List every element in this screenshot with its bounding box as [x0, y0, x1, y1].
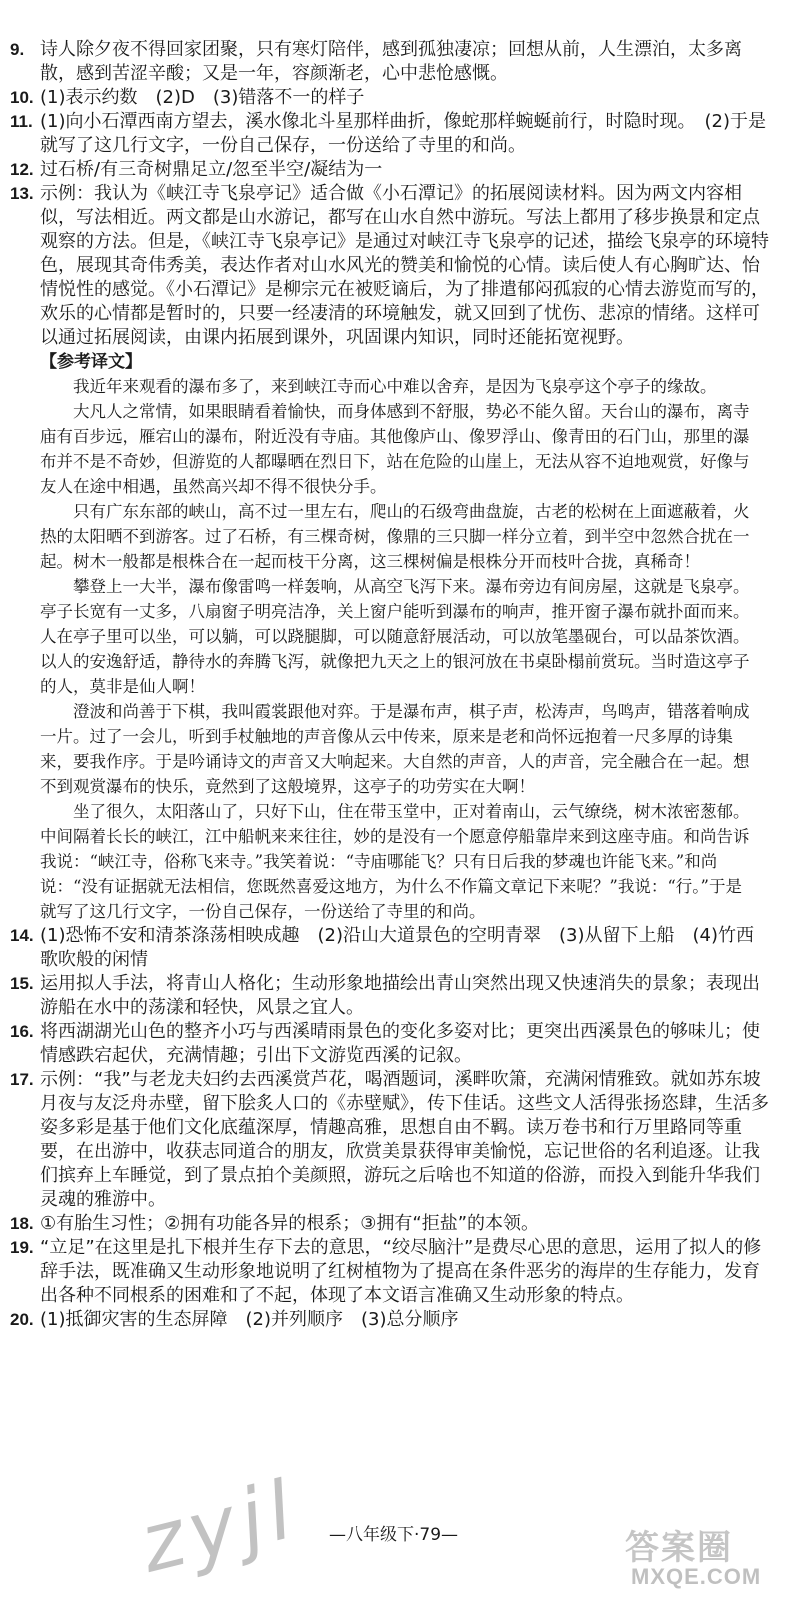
answer-item: [10, 1212, 770, 1236]
answer-number: 18.: [10, 1214, 34, 1233]
answer-text: 示例：我认为《峡江寺飞泉亭记》适合做《小石潭记》的拓展阅读材料。因为两文内容相似，写法相近。两文都是山水游记，都写在山水自然中游玩。写法上都用了移步换景和定点观察的方法。但是，《峡江寺飞泉亭记》是通过对峡江寺飞泉亭的记述，描绘飞泉亭的环境特色，展现其奇伟秀美，表达作者对山水风光的赞美和愉悦的心情。读后使人有心胸旷达、怡情悦性的感觉。《小石潭记》是柳宗元在被贬谪后，为了排遣郁闷孤寂的心情去游览而写的，欢乐的心情都是暂时的，只要一经凄清的环境触发，就又回到了忧伤、悲凉的情绪。这样可以通过拓展阅读，由课内拓展到课外，巩固课内知识，同时还能拓宽视野。: [40, 183, 769, 348]
translation-paragraph: 澄波和尚善于下棋，我叫霞裳跟他对弈。于是瀑布声，棋子声，松涛声，鸟鸣声，错落着响成一片。过了一会儿，听到手杖触地的声音像从云中传来，原来是老和尚怀远抱着一尺多厚的诗集来，要我作序。于是吟诵诗文的声音又大响起来。大自然的声音，人的声音，完全融合在一起。想不到观赏瀑布的快乐，竟然到了这般境界，这亭子的功劳实在大啊！: [40, 702, 750, 796]
answer-number: 16.: [10, 1022, 34, 1041]
answer-number: 14.: [10, 926, 34, 945]
translation-paragraph: 坐了很久，太阳落山了，只好下山，住在带玉堂中，正对着南山，云气缭绕，树木浓密葱郁。中间隔着长长的峡江，江中船帆来来往往，妙的是没有一个愿意停船靠岸来到这座寺庙。和尚告诉我说：“峡江寺，俗称飞来寺。”我笑着说：“寺庙哪能飞？只有日后我的梦魂也许能飞来。”和尚说：“没有证据就无法相信，您既然喜爱这地方，为什么不作篇文章记下来呢？”我说：“行。”于是就写了这几行文字，一份自己保存，一份送给了寺里的和尚。: [40, 802, 750, 921]
site-logo: [625, 1520, 775, 1592]
answer-text: 运用拟人手法，将青山人格化；生动形象地描绘出青山突然出现又快速消失的景象；表现出游船在水中的荡漾和轻快，风景之宜人。: [40, 973, 760, 1018]
translation-paragraph: 攀登上一大半，瀑布像雷鸣一样轰响，从高空飞泻下来。瀑布旁边有间房屋，这就是飞泉亭。亭子长宽有一丈多，八扇窗子明亮洁净，关上窗户能听到瀑布的响声，推开窗子瀑布就扑面而来。人在亭子里可以坐，可以躺，可以跷腿脚，可以随意舒展活动，可以放笔墨砚台，可以品茶饮酒。以人的安逸舒适，静待水的奔腾飞泻，就像把九天之上的银河放在书桌卧榻前赏玩。当时造这亭子的人，莫非是仙人啊！: [40, 577, 750, 696]
answer-item: [10, 1020, 770, 1068]
answer-number: 11.: [10, 112, 33, 131]
answers-bottom: [10, 924, 770, 1332]
answer-item: [10, 1236, 770, 1308]
answer-text: 诗人除夕夜不得回家团聚，只有寒灯陪伴，感到孤独凄凉；回想从前，人生漂泊，太多离散，感到苦涩辛酸；又是一年，容颜渐老，心中悲怆感慨。: [40, 39, 742, 84]
answer-text: ①有胎生习性；②拥有功能各异的根系；③拥有“拒盐”的本领。: [40, 1213, 540, 1234]
answer-number: 9.: [10, 40, 25, 59]
answer-item: [10, 1068, 770, 1212]
answer-text: (1)抵御灾害的生态屏障 (2)并列顺序 (3)总分顺序: [40, 1309, 459, 1330]
answer-number: 12.: [10, 160, 34, 179]
answer-item: [10, 1308, 770, 1332]
answer-text: (1)恐怖不安和清茶涤荡相映成趣 (2)沿山大道景色的空明青翠 (3)从留下上船 (4)竹西歌吹般的闲情: [40, 925, 754, 970]
translation-paragraph: 我近年来观看的瀑布多了，来到峡江寺而心中难以舍弃，是因为飞泉亭这个亭子的缘故。: [73, 377, 717, 396]
answers-top: [10, 38, 770, 350]
answer-text: (1)表示约数 (2)D (3)错落不一的样子: [40, 87, 365, 108]
answer-item: [10, 924, 770, 972]
answer-item: [10, 110, 770, 158]
answer-number: 20.: [10, 1310, 34, 1329]
answer-item: [10, 182, 770, 350]
answer-content: [10, 38, 770, 1332]
answer-text: “立足”在这里是扎下根并生存下去的意思，“绞尽脑汁”是费尽心思的意思，运用了拟人的修辞手法，既准确又生动形象地说明了红树植物为了提高在条件恶劣的海岸的生存能力，发育出各种不同根系的困难和了不起，体现了本文语言准确又生动形象的特点。: [40, 1237, 762, 1306]
logo-domain-text: MXQE.COM: [631, 1564, 762, 1589]
answer-text: (1)向小石潭西南方望去，溪水像北斗星那样曲折，像蛇那样蜿蜒前行，时隐时现。 (2)于是就写了这几行文字，一份自己保存，一份送给了寺里的和尚。: [40, 111, 766, 156]
answer-item: [10, 86, 770, 110]
answer-item: [10, 158, 770, 182]
translation-paragraph: 大凡人之常情，如果眼睛看着愉快，而身体感到不舒服，势必不能久留。天台山的瀑布，离寺庙有百步远，雁宕山的瀑布，附近没有寺庙。其他像庐山、像罗浮山、像青田的石门山，那里的瀑布并不是不奇妙，但游览的人都曝晒在烈日下，站在危险的山崖上，无法从容不迫地观赏，好像与友人在途中相遇，虽然高兴却不得不很快分手。: [40, 402, 750, 496]
answer-number: 10.: [10, 88, 34, 107]
handwritten-watermark: zyjl: [131, 1462, 307, 1591]
answer-item: [10, 972, 770, 1020]
reference-translation: [10, 350, 770, 924]
answer-number: 13.: [10, 184, 34, 203]
reference-heading: 【参考译文】: [40, 352, 142, 372]
answer-item: [10, 38, 770, 86]
logo-stamp-text: 答案圈: [625, 1528, 733, 1568]
reference-paragraphs: [40, 374, 770, 924]
answer-text: 示例：“我”与老龙夫妇约去西溪赏芦花，喝酒题词，溪畔吹箫，充满闲情雅致。就如苏东坡月夜与友泛舟赤壁，留下脍炙人口的《赤壁赋》，传下佳话。这些文人活得张扬恣肆，生活多姿多彩是基于他们文化底蕴深厚，情趣高雅，思想自由不羁。读万卷书和行万里路同等重要，在出游中，收获志同道合的朋友，欣赏美景获得审美愉悦，忘记世俗的名利追逐。让我们摈弃上车睡觉，到了景点拍个美颜照，游玩之后啥也不知道的俗游，而投入到能升华我们灵魂的雅游中。: [40, 1069, 769, 1210]
page-footer: —八年级下·79—: [328, 1525, 459, 1545]
answer-number: 17.: [10, 1070, 34, 1089]
answer-number: 19.: [10, 1238, 34, 1257]
translation-paragraph: 只有广东东部的峡山，高不过一里左右，爬山的石级弯曲盘旋，古老的松树在上面遮蔽着，火热的太阳晒不到游客。过了石桥，有三棵奇树，像鼎的三只脚一样分立着，到半空中忽然合扰在一起。树木一般都是根株合在一起而枝干分离，这三棵树偏是根株分开而枝叶合拢，真稀奇！: [40, 502, 750, 571]
answer-number: 15.: [10, 974, 34, 993]
answer-text: 将西湖湖光山色的整齐小巧与西溪晴雨景色的变化多姿对比；更突出西溪景色的够味儿；使情感跌宕起伏，充满情趣；引出下文游览西溪的记叙。: [40, 1021, 760, 1066]
answer-text: 过石桥/有三奇树鼎足立/忽至半空/凝结为一: [40, 159, 383, 180]
